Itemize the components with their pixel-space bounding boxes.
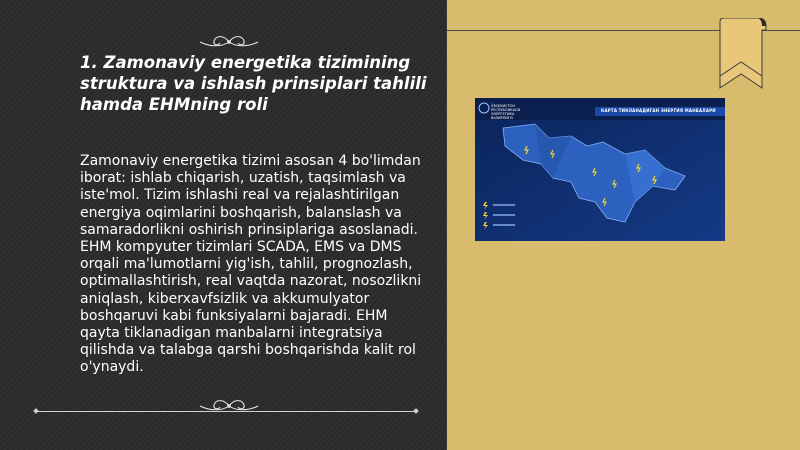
renewable-energy-map-image [475,98,725,241]
bottom-flourish-icon [196,397,262,415]
bookmark-ribbon-icon [718,18,768,98]
map-title: КАРТА ТИКЛАНАДИГАН ЭНЕРГИЯ МАНБАЛАРИ [601,108,716,113]
slide-body-text: Zamonaviy energetika tizimi asosan 4 bo'limdan iborat: ishlab chiqarish, uzatish, taqsimlash va iste'mol. Tizim ishlashi real va rejalashtirilgan energiya oqimlarini boshqarish, balanslash va samaradorlikni oshirish prinsiplariga asoslanadi. EHM kompyuter tizimlari SCADA, EMS va DMS orqali ma'lumotlarni yig'ish, tahlil, prognozlash, optimallashtirish, real vaqtda nazorat, nosozlikni aniqlash, kiberxavfsizlik va akkumulyator boshqaruvi kabi funksiyalarni bajaradi. EHM qayta tiklanadigan manbalarni integratsiya qilishda va talabga qarshi boshqarishda kalit rol o'ynaydi. [80,153,422,376]
slide-title: 1. Zamonaviy energetika tizimining struktura va ishlash prinsiplari tahlili hamda EHMning roli [80,53,427,114]
map-logo-text: ЎЗБЕКИСТОН РЕСПУБЛИКАСИ ЭНЕРГЕТИКА ВАЗИРЛИГИ [491,104,521,120]
gold-frame-line-left [446,0,447,450]
top-flourish-icon [196,33,262,51]
